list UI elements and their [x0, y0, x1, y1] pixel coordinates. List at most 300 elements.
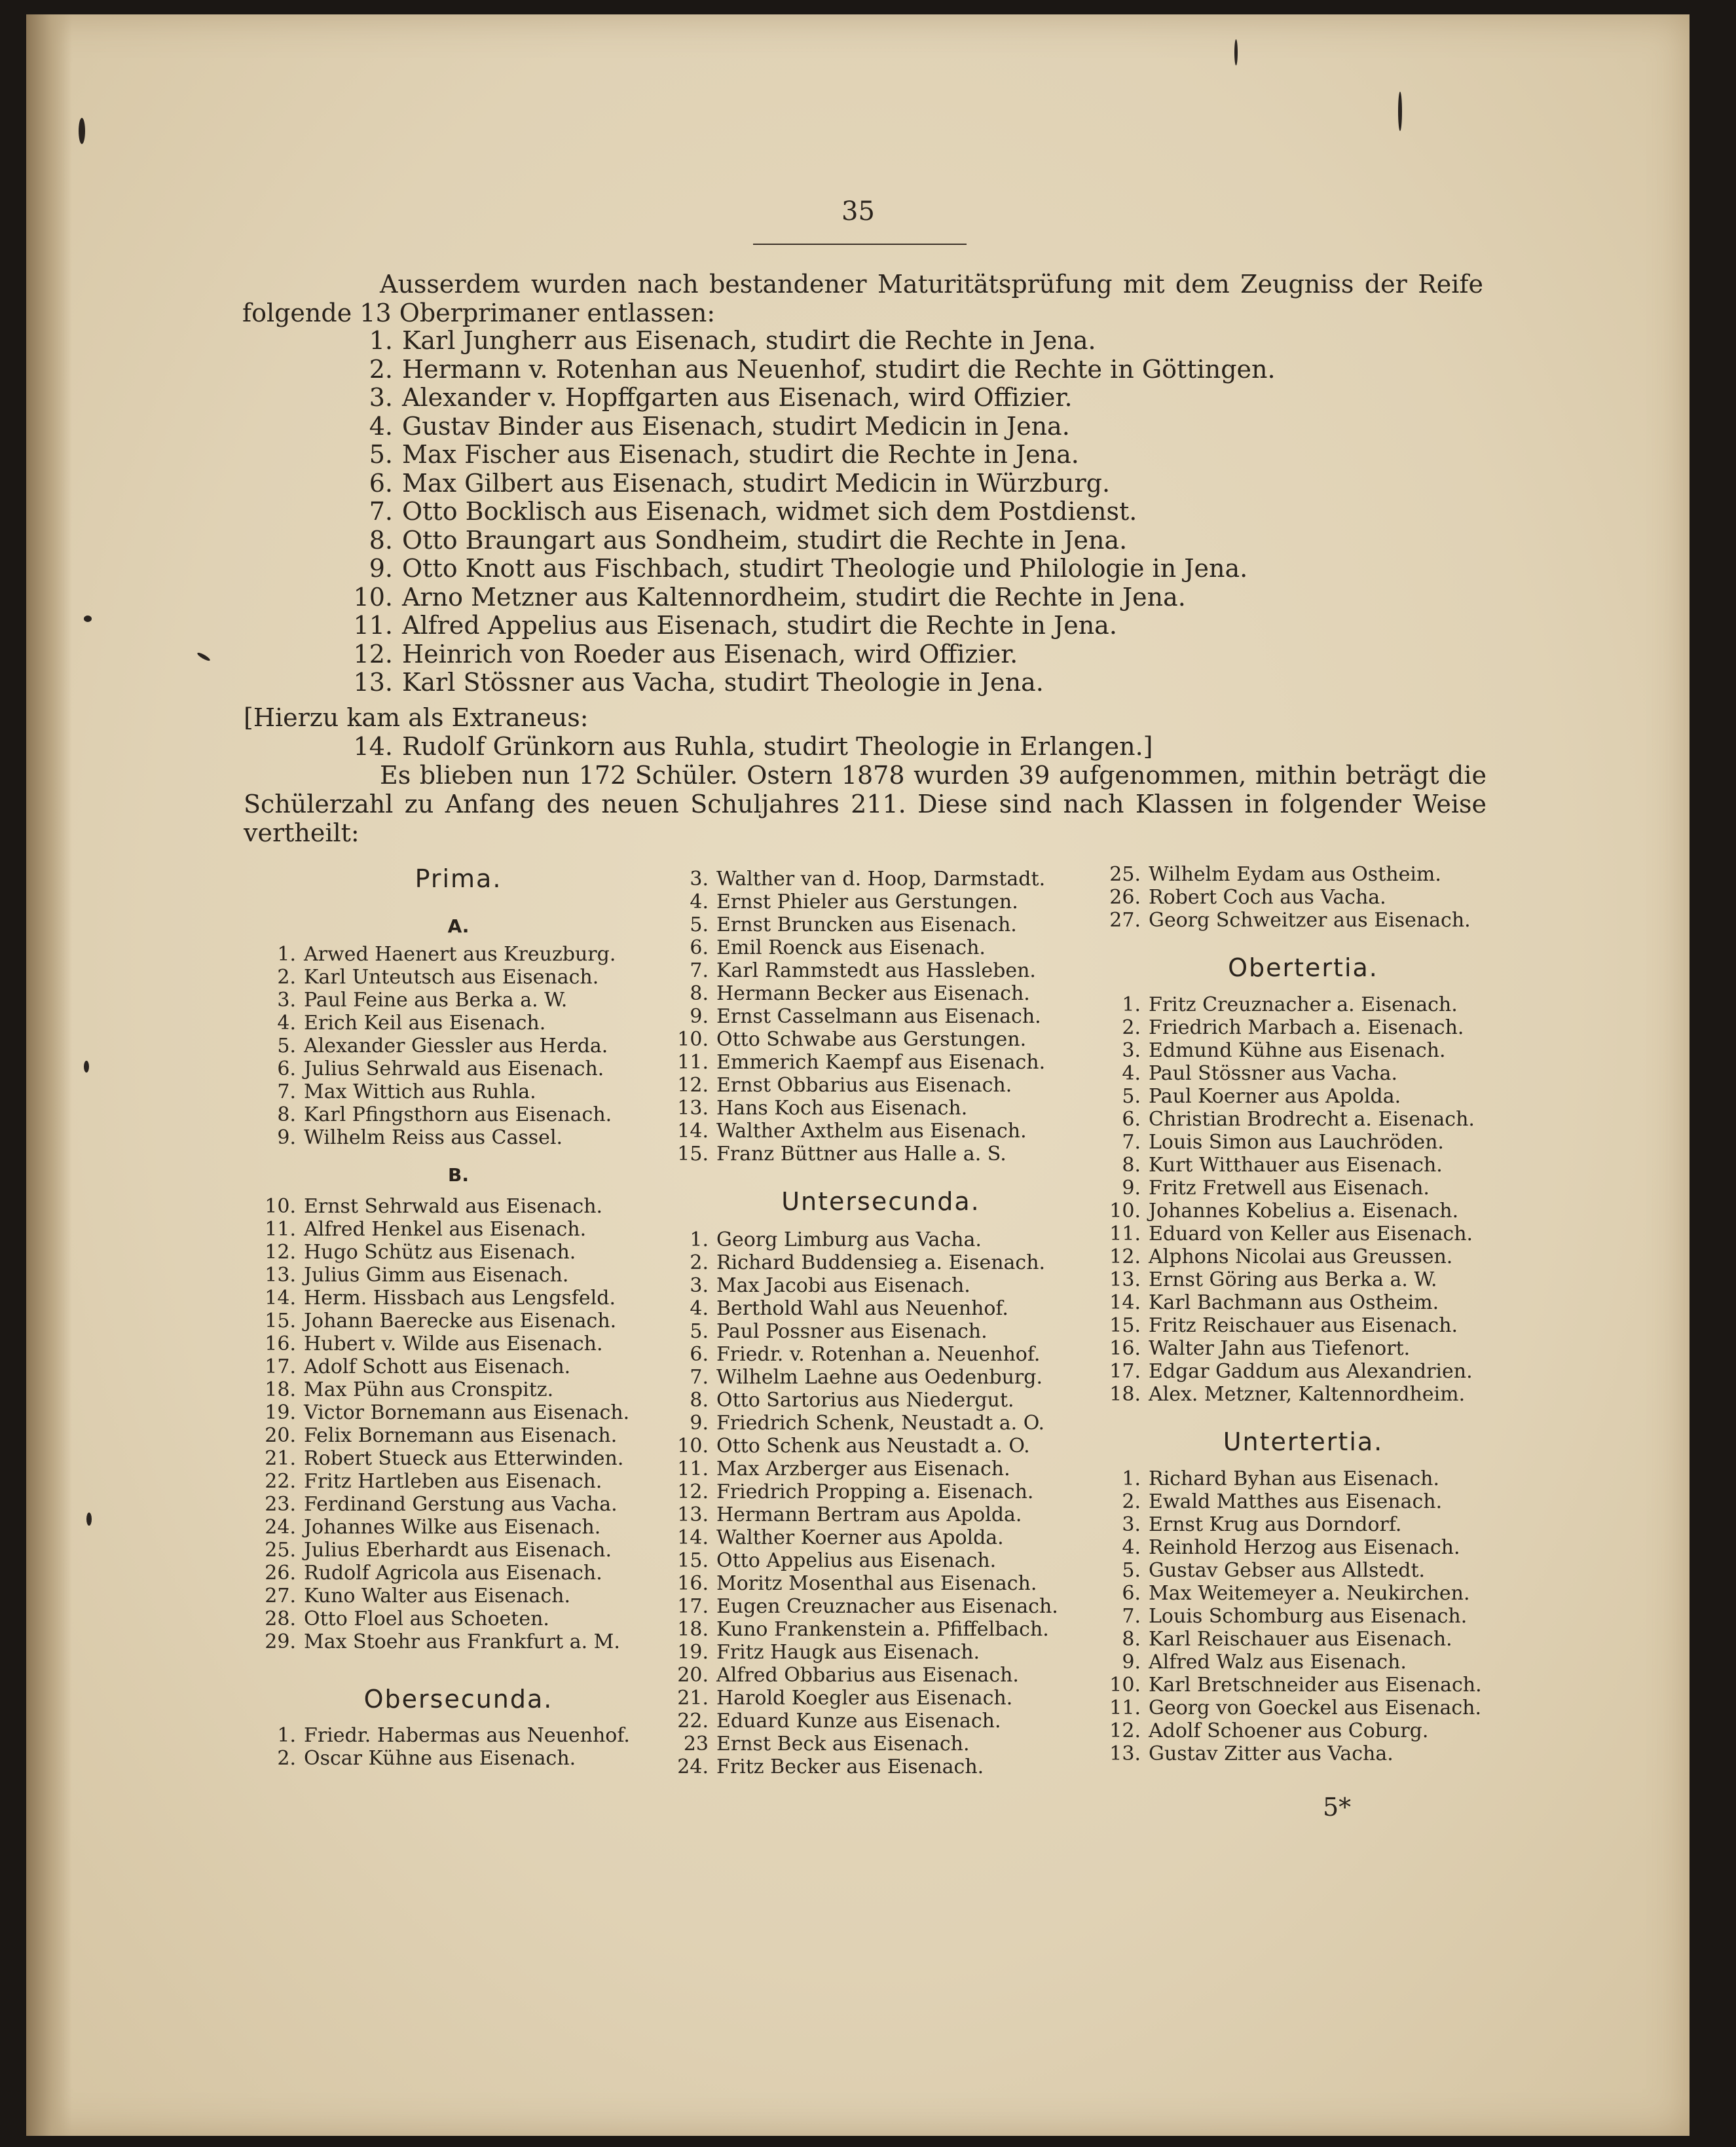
item-text: Adolf Schott aus Eisenach.: [304, 1355, 571, 1378]
item-number: 26.: [265, 1562, 296, 1585]
list-item: [668, 1412, 1094, 1435]
list-item: [1100, 886, 1506, 909]
list-item: [327, 669, 1276, 697]
item-number: 2.: [277, 1747, 296, 1770]
item-text: Karl Jungherr aus Eisenach, studirt die Rechte in Jena.: [402, 326, 1096, 355]
item-text: Kuno Walter aus Eisenach.: [304, 1585, 571, 1607]
list-item: [668, 982, 1094, 1005]
item-number: 7.: [1122, 1131, 1141, 1154]
list-item: [255, 1195, 661, 1218]
list-item: [668, 1687, 1094, 1710]
item-number: 27.: [265, 1585, 296, 1607]
item-number: 13.: [1109, 1268, 1141, 1291]
list-item: [1100, 1742, 1506, 1765]
item-text: Christian Brodrecht a. Eisenach.: [1149, 1108, 1475, 1131]
item-number: 4.: [369, 411, 393, 441]
list-item: [255, 1103, 661, 1126]
item-text: Rudolf Agricola aus Eisenach.: [304, 1562, 602, 1585]
list-item: [255, 1630, 661, 1653]
item-number: 3.: [369, 383, 393, 412]
item-text: Otto Floel aus Schoeten.: [304, 1607, 549, 1630]
list-item: [255, 1378, 661, 1401]
item-text: Johann Baerecke aus Eisenach.: [304, 1310, 617, 1332]
item-number: 9.: [1122, 1651, 1141, 1674]
summary-line-1: Es blieben nun 172 Schüler. Ostern 1878 wurden 39 aufgenommen, mithin beträgt die: [380, 761, 1487, 790]
item-text: Louis Schomburg aus Eisenach.: [1149, 1605, 1468, 1628]
item-text: Richard Byhan aus Eisenach.: [1149, 1467, 1439, 1490]
list-item: [1100, 1605, 1506, 1628]
list-item: [327, 384, 1276, 413]
item-number: 4.: [690, 1297, 709, 1320]
item-text: Hermann v. Rotenhan aus Neuenhof, studirt die Rechte in Göttingen.: [402, 354, 1276, 384]
section-title-untertertia: Untertertia.: [1223, 1427, 1384, 1456]
list-item: [1100, 1697, 1506, 1719]
list-item: [668, 1028, 1094, 1051]
list-item: [327, 413, 1276, 441]
list-item: [1100, 1062, 1506, 1085]
item-number: 27.: [1109, 909, 1141, 932]
item-number: 5.: [369, 440, 393, 469]
list-item: [668, 1710, 1094, 1733]
item-text: Felix Bornemann aus Eisenach.: [304, 1424, 618, 1447]
item-number: 3.: [1122, 1039, 1141, 1062]
section-title-untersecunda: Untersecunda.: [781, 1187, 980, 1216]
item-number: 16.: [1109, 1337, 1141, 1360]
item-number: 13.: [677, 1097, 709, 1120]
item-number: 23.: [265, 1493, 296, 1516]
summary-line-3: vertheilt:: [244, 818, 360, 847]
item-text: Max Fischer aus Eisenach, studirt die Rechte in Jena.: [402, 440, 1079, 469]
list-item: [1100, 1131, 1506, 1154]
item-number: 2.: [277, 966, 296, 989]
list-item: [255, 1057, 661, 1080]
item-text: Victor Bornemann aus Eisenach.: [304, 1401, 630, 1424]
item-text: Richard Buddensieg a. Eisenach.: [716, 1251, 1046, 1274]
extraneus-text: Rudolf Grünkorn aus Ruhla, studirt Theologie in Erlangen.]: [402, 732, 1153, 761]
item-text: Edmund Kühne aus Eisenach.: [1149, 1039, 1446, 1062]
item-text: Erich Keil aus Eisenach.: [304, 1012, 546, 1035]
list-item: [668, 1618, 1094, 1641]
item-number: 4.: [1122, 1536, 1141, 1559]
item-text: Karl Bachmann aus Ostheim.: [1149, 1291, 1439, 1314]
list-item: [327, 498, 1276, 526]
list-item: [668, 959, 1094, 982]
list-item: [1100, 1222, 1506, 1245]
item-number: 13.: [1109, 1742, 1141, 1765]
item-text: Hugo Schütz aus Eisenach.: [304, 1241, 576, 1264]
prima-b-list: [255, 1195, 661, 1653]
column-1: [255, 864, 661, 1770]
list-item: [1100, 1245, 1506, 1268]
item-number: 3.: [690, 1274, 709, 1297]
item-number: 3.: [1122, 1513, 1141, 1536]
item-number: 9.: [1122, 1177, 1141, 1200]
list-item: [1100, 1039, 1506, 1062]
list-item: [1100, 1154, 1506, 1177]
list-item: [668, 1051, 1094, 1074]
item-text: Ernst Krug aus Dorndorf.: [1149, 1513, 1402, 1536]
column-2: [668, 868, 1094, 1778]
list-item: [1100, 1513, 1506, 1536]
item-text: Ernst Bruncken aus Eisenach.: [716, 913, 1017, 936]
item-text: Max Weitemeyer a. Neukirchen.: [1149, 1582, 1470, 1605]
item-number: 5.: [690, 1320, 709, 1343]
item-text: Eduard von Keller aus Eisenach.: [1149, 1222, 1473, 1245]
list-item: [255, 1264, 661, 1287]
obersecunda-list-part-2: [668, 868, 1094, 1165]
list-item: [255, 1355, 661, 1378]
item-number: 10.: [677, 1435, 709, 1458]
list-item: [1100, 1490, 1506, 1513]
list-item: [1100, 1200, 1506, 1222]
list-item: [255, 1539, 661, 1562]
item-number: 11.: [677, 1458, 709, 1480]
item-text: Julius Sehrwald aus Eisenach.: [304, 1057, 604, 1080]
item-number: 15.: [677, 1549, 709, 1572]
list-item: [668, 868, 1094, 890]
prima-a-label: A.: [447, 915, 470, 937]
item-number: 25.: [265, 1539, 296, 1562]
list-item: [255, 1516, 661, 1539]
item-text: Emil Roenck aus Eisenach.: [716, 936, 986, 959]
list-item: [668, 1097, 1094, 1120]
item-text: Fritz Becker aus Eisenach.: [716, 1755, 984, 1778]
list-item: [1100, 1085, 1506, 1108]
item-number: 15.: [1109, 1314, 1141, 1337]
item-text: Friedrich Marbach a. Eisenach.: [1149, 1016, 1464, 1039]
item-text: Paul Possner aus Eisenach.: [716, 1320, 988, 1343]
item-text: Ernst Göring aus Berka a. W.: [1149, 1268, 1437, 1291]
list-item: [668, 1755, 1094, 1778]
ink-speck: [84, 1061, 89, 1073]
list-item: [668, 1320, 1094, 1343]
list-item: [668, 1274, 1094, 1297]
item-number: 19.: [265, 1401, 296, 1424]
item-text: Eduard Kunze aus Eisenach.: [716, 1710, 1001, 1733]
item-number: 17.: [677, 1595, 709, 1618]
list-item: [1100, 1651, 1506, 1674]
item-number: 5.: [690, 913, 709, 936]
list-item: [668, 1251, 1094, 1274]
item-number: 1.: [277, 943, 296, 966]
item-number: 23: [683, 1733, 709, 1755]
list-item: [1100, 1177, 1506, 1200]
page-number: 35: [841, 196, 875, 227]
item-number: 11.: [1109, 1222, 1141, 1245]
item-number: 7.: [690, 959, 709, 982]
list-item: [1100, 863, 1506, 886]
item-number: 25.: [1109, 863, 1141, 886]
item-text: Harold Koegler aus Eisenach.: [716, 1687, 1013, 1710]
item-number: 8.: [690, 982, 709, 1005]
item-number: 7.: [1122, 1605, 1141, 1628]
untersecunda-list-part-1: [668, 1228, 1094, 1778]
item-number: 20.: [677, 1664, 709, 1687]
item-text: Herm. Hissbach aus Lengsfeld.: [304, 1287, 616, 1310]
prima-a-list: [255, 943, 661, 1149]
item-text: Fritz Hartleben aus Eisenach.: [304, 1470, 602, 1493]
intro-line-2: folgende 13 Oberprimaner entlassen:: [242, 299, 716, 327]
item-number: 12.: [1109, 1245, 1141, 1268]
item-number: 15.: [265, 1310, 296, 1332]
item-number: 1.: [1122, 1467, 1141, 1490]
item-number: 15.: [677, 1143, 709, 1165]
item-number: 2.: [1122, 1016, 1141, 1039]
list-item: [1100, 1291, 1506, 1314]
item-text: Robert Stueck aus Etterwinden.: [304, 1447, 624, 1470]
item-number: 18.: [265, 1378, 296, 1401]
item-text: Johannes Wilke aus Eisenach.: [304, 1516, 601, 1539]
item-number: 12.: [677, 1480, 709, 1503]
item-text: Karl Stössner aus Vacha, studirt Theologie in Jena.: [402, 668, 1044, 697]
list-item: [255, 1747, 661, 1770]
item-text: Ferdinand Gerstung aus Vacha.: [304, 1493, 618, 1516]
item-text: Eugen Creuznacher aus Eisenach.: [716, 1595, 1058, 1618]
item-text: Alexander v. Hopffgarten aus Eisenach, wird Offizier.: [402, 383, 1073, 412]
item-text: Ernst Obbarius aus Eisenach.: [716, 1074, 1012, 1097]
list-item: [1100, 1536, 1506, 1559]
item-number: 21.: [265, 1447, 296, 1470]
list-item: [668, 1366, 1094, 1389]
item-text: Louis Simon aus Lauchröden.: [1149, 1131, 1444, 1154]
list-item: [1100, 909, 1506, 932]
item-text: Kurt Witthauer aus Eisenach.: [1149, 1154, 1443, 1177]
item-text: Heinrich von Roeder aus Eisenach, wird Offizier.: [402, 639, 1018, 669]
section-title-prima: Prima.: [415, 864, 502, 893]
item-number: 22.: [265, 1470, 296, 1493]
list-item: [668, 1389, 1094, 1412]
list-item: [255, 1035, 661, 1057]
list-item: [668, 1549, 1094, 1572]
list-item: [327, 327, 1276, 356]
list-item: [1100, 1360, 1506, 1383]
item-text: Paul Koerner aus Apolda.: [1149, 1085, 1401, 1108]
binding-edge: [26, 14, 72, 2136]
untersecunda-list-part-2: [1100, 863, 1506, 932]
item-text: Reinhold Herzog aus Eisenach.: [1149, 1536, 1460, 1559]
item-text: Julius Eberhardt aus Eisenach.: [304, 1539, 612, 1562]
item-number: 3.: [690, 868, 709, 890]
list-item: [327, 555, 1276, 583]
item-text: Hermann Becker aus Eisenach.: [716, 982, 1030, 1005]
item-text: Max Stoehr aus Frankfurt a. M.: [304, 1630, 620, 1653]
item-number: 16.: [265, 1332, 296, 1355]
item-text: Otto Schwabe aus Gerstungen.: [716, 1028, 1027, 1051]
item-text: Max Arzberger aus Eisenach.: [716, 1458, 1010, 1480]
list-item: [327, 640, 1276, 669]
item-text: Walther Axthelm aus Eisenach.: [716, 1120, 1027, 1143]
item-number: 11.: [265, 1218, 296, 1241]
column-3: [1100, 863, 1506, 1765]
list-item: [1100, 1108, 1506, 1131]
item-text: Karl Unteutsch aus Eisenach.: [304, 966, 599, 989]
list-item: [668, 1343, 1094, 1366]
item-number: 10.: [677, 1028, 709, 1051]
list-item: [255, 1470, 661, 1493]
list-item: [1100, 1337, 1506, 1360]
item-text: Wilhelm Eydam aus Ostheim.: [1149, 863, 1441, 886]
item-text: Ernst Sehrwald aus Eisenach.: [304, 1195, 603, 1218]
item-text: Wilhelm Laehne aus Oedenburg.: [716, 1366, 1043, 1389]
list-item: [327, 469, 1276, 498]
list-item: [1100, 1383, 1506, 1406]
item-number: 10.: [265, 1195, 296, 1218]
list-item: [255, 1241, 661, 1264]
list-item: [668, 913, 1094, 936]
item-text: Hermann Bertram aus Apolda.: [716, 1503, 1022, 1526]
list-item: [255, 1126, 661, 1149]
item-number: 17.: [265, 1355, 296, 1378]
item-text: Paul Stössner aus Vacha.: [1149, 1062, 1398, 1085]
item-number: 20.: [265, 1424, 296, 1447]
item-text: Hans Koch aus Eisenach.: [716, 1097, 968, 1120]
item-text: Fritz Fretwell aus Eisenach.: [1149, 1177, 1430, 1200]
prima-b-label: B.: [448, 1164, 469, 1186]
list-item: [668, 1503, 1094, 1526]
item-text: Walter Jahn aus Tiefenort.: [1149, 1337, 1411, 1360]
header-rule: [753, 244, 967, 245]
list-item: [1100, 1467, 1506, 1490]
item-text: Otto Schenk aus Neustadt a. O.: [716, 1435, 1030, 1458]
list-item: [1100, 1314, 1506, 1337]
item-number: 12.: [1109, 1719, 1141, 1742]
ink-speck: [86, 1513, 92, 1526]
list-item: [255, 1218, 661, 1241]
list-item: [668, 1120, 1094, 1143]
item-text: Walther van d. Hoop, Darmstadt.: [716, 868, 1046, 890]
item-text: Friedrich Schenk, Neustadt a. O.: [716, 1412, 1045, 1435]
item-number: 9.: [690, 1005, 709, 1028]
list-item: [1100, 1582, 1506, 1605]
list-item: [327, 612, 1276, 640]
item-number: 6.: [277, 1057, 296, 1080]
signature-mark: 5*: [1323, 1793, 1352, 1822]
item-text: Alfred Walz aus Eisenach.: [1149, 1651, 1407, 1674]
list-item: [1100, 1674, 1506, 1697]
item-number: 2.: [1122, 1490, 1141, 1513]
list-item: [1100, 993, 1506, 1016]
item-text: Edgar Gaddum aus Alexandrien.: [1149, 1360, 1473, 1383]
item-number: 8.: [690, 1389, 709, 1412]
list-item: [1100, 1628, 1506, 1651]
item-text: Ernst Casselmann aus Eisenach.: [716, 1005, 1041, 1028]
item-text: Wilhelm Reiss aus Cassel.: [304, 1126, 563, 1149]
list-item: [668, 1228, 1094, 1251]
list-item: [668, 1297, 1094, 1320]
list-item: [255, 1562, 661, 1585]
item-number: 14.: [677, 1120, 709, 1143]
item-text: Max Wittich aus Ruhla.: [304, 1080, 536, 1103]
item-number: 24.: [265, 1516, 296, 1539]
item-text: Arno Metzner aus Kaltennordheim, studirt die Rechte in Jena.: [402, 582, 1186, 612]
item-text: Max Gilbert aus Eisenach, studirt Medicin in Würzburg.: [402, 468, 1111, 498]
item-number: 13.: [353, 668, 393, 697]
item-text: Otto Braungart aus Sondheim, studirt die Rechte in Jena.: [402, 525, 1128, 555]
item-number: 8.: [1122, 1154, 1141, 1177]
item-text: Gustav Binder aus Eisenach, studirt Medicin in Jena.: [402, 411, 1070, 441]
item-number: 6.: [690, 1343, 709, 1366]
item-text: Friedr. v. Rotenhan a. Neuenhof.: [716, 1343, 1041, 1366]
list-item: [668, 1572, 1094, 1595]
list-item: [668, 1595, 1094, 1618]
item-number: 10.: [1109, 1674, 1141, 1697]
item-text: Gustav Zitter aus Vacha.: [1149, 1742, 1394, 1765]
item-number: 7.: [369, 497, 393, 526]
list-item: [255, 1080, 661, 1103]
item-text: Alex. Metzner, Kaltennordheim.: [1149, 1383, 1466, 1406]
intro-line-1: Ausserdem wurden nach bestandener Maturitätsprüfung mit dem Zeugniss der Reife: [380, 270, 1483, 299]
list-item: [668, 936, 1094, 959]
item-text: Max Jacobi aus Eisenach.: [716, 1274, 970, 1297]
item-text: Ewald Matthes aus Eisenach.: [1149, 1490, 1443, 1513]
item-number: 22.: [677, 1710, 709, 1733]
item-number: 6.: [690, 936, 709, 959]
item-text: Adolf Schoener aus Coburg.: [1149, 1719, 1429, 1742]
list-item: [255, 1493, 661, 1516]
list-item: [1100, 1016, 1506, 1039]
item-number: 12.: [265, 1241, 296, 1264]
untertertia-list: [1100, 1467, 1506, 1765]
item-number: 10.: [1109, 1200, 1141, 1222]
extraneus-entry: [327, 732, 1153, 761]
item-number: 4.: [690, 890, 709, 913]
item-number: 24.: [677, 1755, 709, 1778]
item-number: 6.: [1122, 1108, 1141, 1131]
item-text: Moritz Mosenthal aus Eisenach.: [716, 1572, 1037, 1595]
item-number: 26.: [1109, 886, 1141, 909]
item-text: Franz Büttner aus Halle a. S.: [716, 1143, 1007, 1165]
item-number: 2.: [690, 1251, 709, 1274]
item-text: Fritz Reischauer aus Eisenach.: [1149, 1314, 1458, 1337]
list-item: [668, 1641, 1094, 1664]
item-text: Otto Knott aus Fischbach, studirt Theologie und Philologie in Jena.: [402, 554, 1248, 583]
item-text: Georg Schweitzer aus Eisenach.: [1149, 909, 1471, 932]
item-number: 11.: [677, 1051, 709, 1074]
item-text: Paul Feine aus Berka a. W.: [304, 989, 568, 1012]
list-item: [255, 1401, 661, 1424]
item-number: 21.: [677, 1687, 709, 1710]
item-number: 8.: [1122, 1628, 1141, 1651]
item-text: Emmerich Kaempf aus Eisenach.: [716, 1051, 1046, 1074]
item-number: 14.: [677, 1526, 709, 1549]
list-item: [668, 1458, 1094, 1480]
item-text: Kuno Frankenstein a. Pfiffelbach.: [716, 1618, 1049, 1641]
section-title-obersecunda: Obersecunda.: [363, 1685, 553, 1714]
item-text: Karl Pfingsthorn aus Eisenach.: [304, 1103, 612, 1126]
item-text: Berthold Wahl aus Neuenhof.: [716, 1297, 1008, 1320]
item-number: 4.: [277, 1012, 296, 1035]
extraneus-number: 14.: [353, 732, 393, 761]
item-text: Georg von Goeckel aus Eisenach.: [1149, 1697, 1482, 1719]
list-item: [255, 1585, 661, 1607]
list-item: [255, 1287, 661, 1310]
list-item: [255, 1012, 661, 1035]
list-item: [668, 1480, 1094, 1503]
item-text: Hubert v. Wilde aus Eisenach.: [304, 1332, 603, 1355]
list-item: [255, 966, 661, 989]
list-item: [1100, 1719, 1506, 1742]
list-item: [668, 890, 1094, 913]
item-number: 28.: [265, 1607, 296, 1630]
ink-speck: [1398, 92, 1402, 131]
item-number: 7.: [277, 1080, 296, 1103]
item-text: Karl Rammstedt aus Hassleben.: [716, 959, 1036, 982]
section-title-obertertia: Obertertia.: [1228, 953, 1378, 982]
item-number: 11.: [353, 611, 393, 640]
item-number: 18.: [677, 1618, 709, 1641]
item-number: 14.: [1109, 1291, 1141, 1314]
list-item: [255, 1424, 661, 1447]
